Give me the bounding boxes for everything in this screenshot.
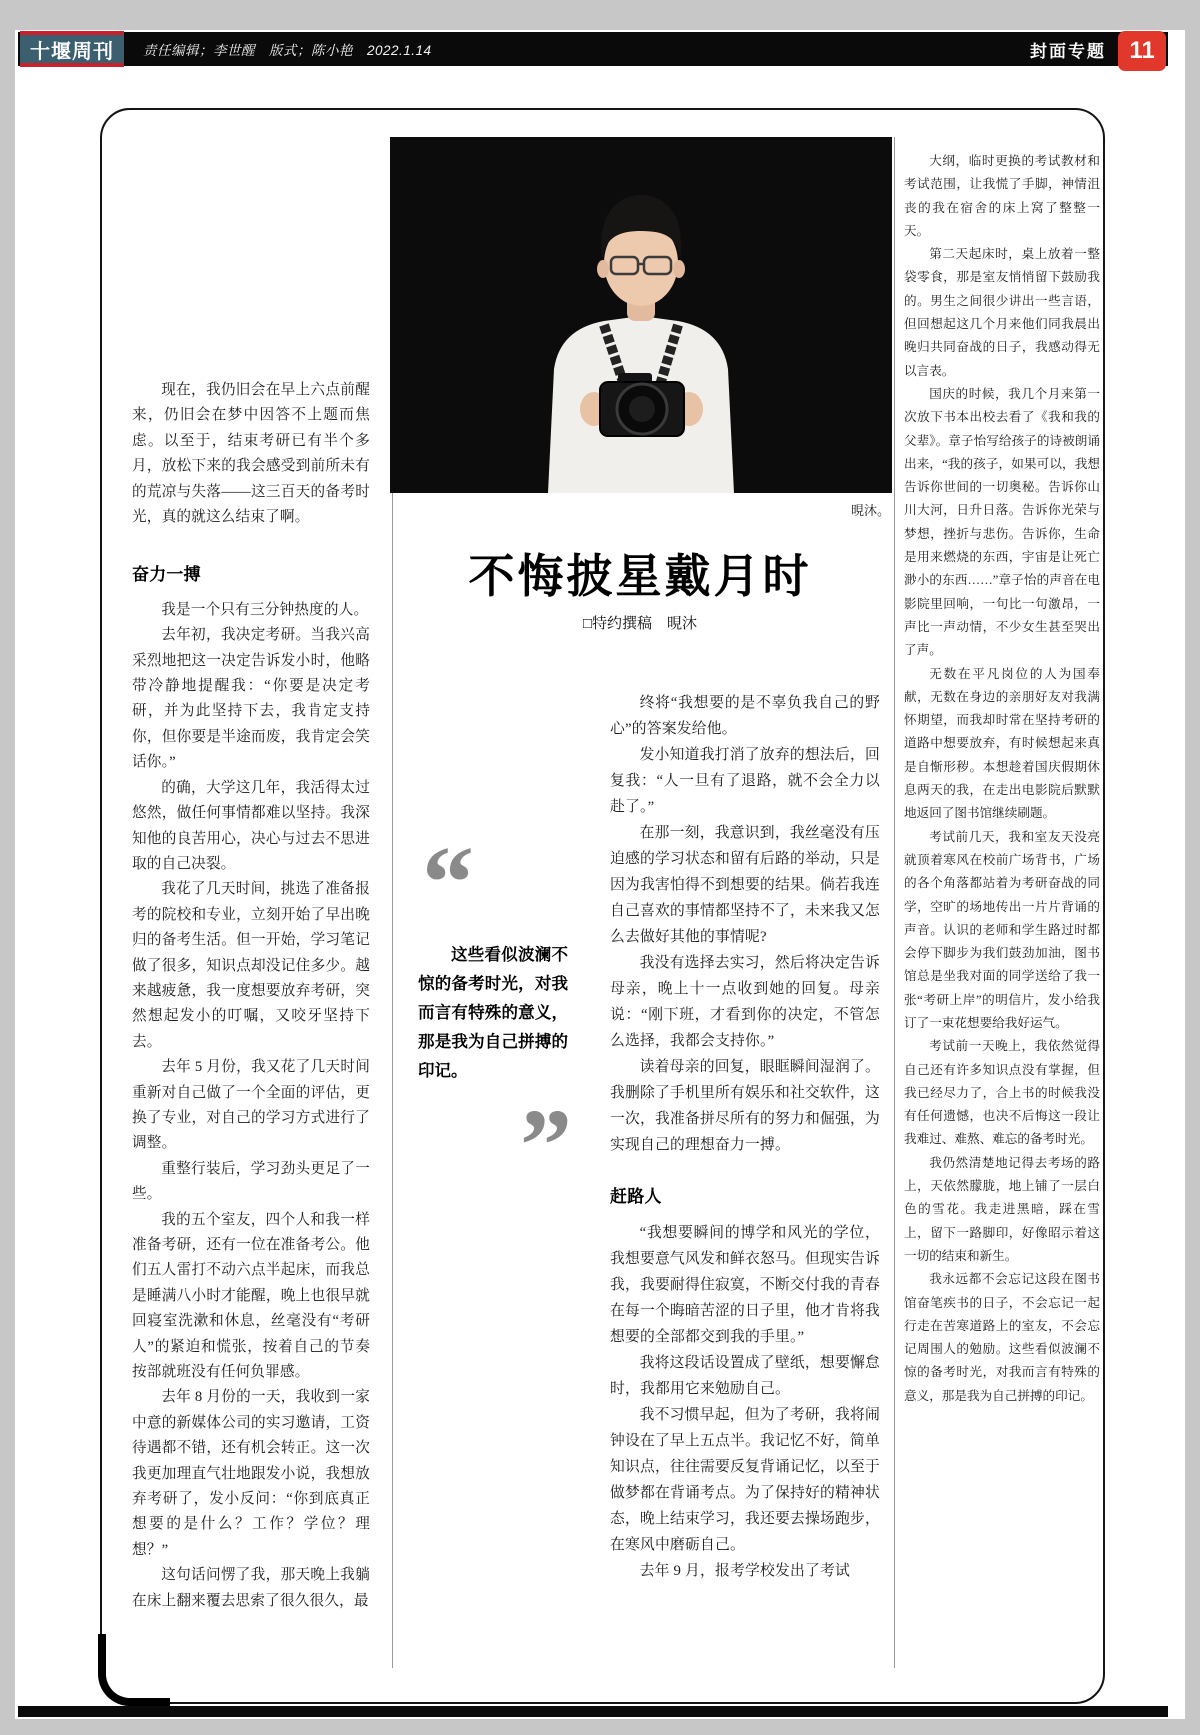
masthead-title: 十堰周刊 xyxy=(30,40,114,63)
close-quote-icon: ” xyxy=(520,1088,572,1203)
section-heading-ganluren: 赶路人 xyxy=(610,1187,662,1206)
middle-body-bottom xyxy=(610,1220,880,1584)
middle-column xyxy=(610,690,880,1584)
article-title: 不悔披星戴月时 xyxy=(468,551,812,602)
paragraph: 第二天起床时，桌上放着一整袋零食，那是室友悄悄留下鼓励我的。男生之间很少讲出一些言语，但回想起这几个月来他们同我晨出晚归共同奋战的日子，我感动得无以言表。 xyxy=(904,247,1100,378)
paragraph: 去年 8 月份的一天，我收到一家中意的新媒体公司的实习邀请，工资待遇都不错，还有机会转正。这一次我更加理直气壮地跟发小说，我想放弃考研了，发小反问：“你到底真正想要的是什么？工作？学位？理想？” xyxy=(132,1389,370,1558)
paragraph: 在那一刻，我意识到，我丝毫没有压迫感的学习状态和留有后路的举动，只是因为我害怕得不到想要的结果。倘若我连自己喜欢的事情都坚持不了，未来我又怎么去做好其他的事情呢? xyxy=(610,825,880,945)
left-body xyxy=(132,598,370,1614)
article-byline: □特约撰稿 晛沐 xyxy=(582,615,698,632)
header-bar xyxy=(18,32,1168,66)
paragraph: 国庆的时候，我几个月来第一次放下书本出校去看了《我和我的父辈》。章子怡写给孩子的诗被朗诵出来，“我的孩子，如果可以，我想告诉你世间的一切奥秘。告诉你山川大河，日升日落。告诉你光荣与梦想，挫折与悲伤。告诉你，生命是用来燃烧的东西，宇宙是让死亡渺小的东西……”章子怡的声音在电影院里回响，一句比一句激昂，一声比一声动情，不少女生甚至哭出了声。 xyxy=(904,386,1100,658)
left-column xyxy=(132,378,370,1614)
photo-caption: 晛沐。 xyxy=(850,503,890,518)
paragraph: 考试前几天，我和室友天没亮就顶着寒风在校前广场背书，广场的各个角落都站着为考研奋战的同学，空旷的场地传出一片片背诵的声音。认识的老师和学生路过时都会停下脚步为我们鼓劲加油，图书馆总是坐我对面的同学送给了我一张“考研上岸”的明信片，发小给我订了一束花想要给我好运气。 xyxy=(904,829,1100,1030)
paragraph: 现在，我仍旧会在早上六点前醒来，仍旧会在梦中因答不上题而焦虑。以至于，结束考研已有半个多月，放松下来的我会感受到前所未有的荒凉与失落——这三百天的备考时光，真的就这么结束了啊。 xyxy=(132,382,370,526)
paragraph: 我花了几天时间，挑选了准备报考的院校和专业，立刻开始了早出晚归的备考生活。但一开始，学习笔记做了很多，知识点却没记住多少。越来越疲惫，我一度想要放弃考研，突然想起发小的叮嘱，又咬牙坚持下去。 xyxy=(132,881,370,1050)
paragraph: 我永远都不会忘记这段在图书馆奋笔疾书的日子，不会忘记一起行走在苦寒道路上的室友，不会忘记周围人的勉励。这些看似波澜不惊的备考时光，对我而言有特殊的意义，那是我为自己拼搏的印记。 xyxy=(904,1272,1100,1403)
section-heading-fenli-yibo: 奋力一搏 xyxy=(132,565,201,585)
editor-info: 责任编辑；李世醒 版式；陈小艳 2022.1.14 xyxy=(143,43,432,58)
middle-body-top xyxy=(610,690,880,1158)
paragraph: 发小知道我打消了放弃的想法后，回复我：“人一旦有了退路，就不会全力以赴了。” xyxy=(610,747,880,815)
section-label: 封面专题 xyxy=(1030,41,1106,61)
paragraph: 这句话问愣了我，那天晚上我躺在床上翻来覆去思索了很久很久，最 xyxy=(132,1567,370,1609)
paragraph: 我仍然清楚地记得去考场的路上，天依然朦胧，地上铺了一层白色的雪花。我走进黑暗，踩在雪上，留下一路脚印，好像昭示着这一切的结束和新生。 xyxy=(904,1155,1100,1263)
paragraph: “我想要瞬间的博学和风光的学位，我想要意气风发和鲜衣怒马。但现实告诉我，我要耐得住寂寞，不断交付我的青春在每一个晦暗苦涩的日子里，他才肯将我想要的全部都交到我的手里。” xyxy=(610,1225,880,1345)
column-divider-left xyxy=(392,493,393,1668)
paragraph: 我没有选择去实习，然后将决定告诉母亲，晚上十一点收到她的回复。母亲说：“刚下班，才看到你的决定，不管怎么选择，我都会支持你。” xyxy=(610,955,880,1049)
paragraph: 无数在平凡岗位的人为国奉献，无数在身边的亲朋好友对我满怀期望，而我却时常在坚持考研的道路中想要放弃，有时候想起来真是自惭形秽。本想趁着国庆假期休息两天的我，在走出电影院后默默地返回了图书馆继续刷题。 xyxy=(904,666,1100,821)
page-number-badge: 11 xyxy=(1118,31,1166,71)
masthead xyxy=(20,31,124,67)
open-quote-icon: “ xyxy=(422,825,474,940)
paragraph: 考试前一天晚上，我依然觉得自己还有许多知识点没有掌握，但我已经尽力了，合上书的时候我没有任何遗憾，也决不后悔这一段让我难过、难熬、难忘的备考时光。 xyxy=(904,1039,1100,1147)
paragraph: 我是一个只有三分钟热度的人。 xyxy=(161,601,369,618)
paragraph: 大纲，临时更换的考试教材和考试范围，让我慌了手脚，神情沮丧的我在宿舍的床上窝了整整一天。 xyxy=(904,154,1100,238)
portrait-photo xyxy=(390,137,892,493)
content-frame xyxy=(100,108,1105,1704)
paragraph: 我的五个室友，四个人和我一样准备考研，还有一位在准备考公。他们五人雷打不动六点半起床，而我总是睡满八小时才能醒，晚上也很早就回寝室洗漱和休息，丝毫没有“考研人”的紧迫和慌张，按着自己的节奏按部就班没有任何负罪感。 xyxy=(132,1211,370,1381)
pull-quote-text: 这些看似波澜不惊的备考时光，对我而言有特殊的意义，那是我为自己拼搏的印记。 xyxy=(418,945,568,1080)
right-column xyxy=(904,150,1100,1408)
paragraph: 终将“我想要的是不辜负我自己的野心”的答案发给他。 xyxy=(610,695,880,737)
paragraph: 的确，大学这几年，我活得太过悠然，做任何事情都难以坚持。我深知他的良苦用心，决心与过去不思进取的自己决裂。 xyxy=(132,779,370,872)
paragraph: 去年 9 月，报考学校发出了考试 xyxy=(639,1563,850,1579)
column-divider-right xyxy=(894,137,895,1668)
paragraph: 我不习惯早起，但为了考研，我将闹钟设在了早上五点半。我记忆不好，简单知识点，往往需要反复背诵记忆，以至于做梦都在背诵考点。为了保持好的精神状态，晚上结束学习，我还要去操场跑步，在寒风中磨砺自己。 xyxy=(610,1407,880,1553)
paragraph: 去年 5 月份，我又花了几天时间重新对自己做了一个全面的评估，更换了专业，对自己的学习方式进行了调整。 xyxy=(132,1059,370,1152)
right-body xyxy=(904,150,1100,1408)
paragraph: 我将这段话设置成了壁纸，想要懈怠时，我都用它来勉励自己。 xyxy=(610,1355,880,1397)
paragraph: 去年初，我决定考研。当我兴高采烈地把这一决定告诉发小时，他略带冷静地提醒我：“你要是决定考研，并为此坚持下去，我肯定支持你，但你要是半途而废，我肯定会笑话你。” xyxy=(132,627,370,771)
footer-bar xyxy=(18,1706,1168,1717)
frame-corner-accent xyxy=(98,1634,170,1706)
paragraph: 读着母亲的回复，眼眶瞬间湿润了。我删除了手机里所有娱乐和社交软件，这一次，我准备拼尽所有的努力和倔强，为实现自己的理想奋力一搏。 xyxy=(610,1059,880,1153)
pull-quote xyxy=(410,825,578,1203)
paragraph: 重整行装后，学习劲头更足了一些。 xyxy=(132,1160,370,1203)
person-with-camera-icon xyxy=(390,137,892,493)
left-intro xyxy=(132,378,370,530)
